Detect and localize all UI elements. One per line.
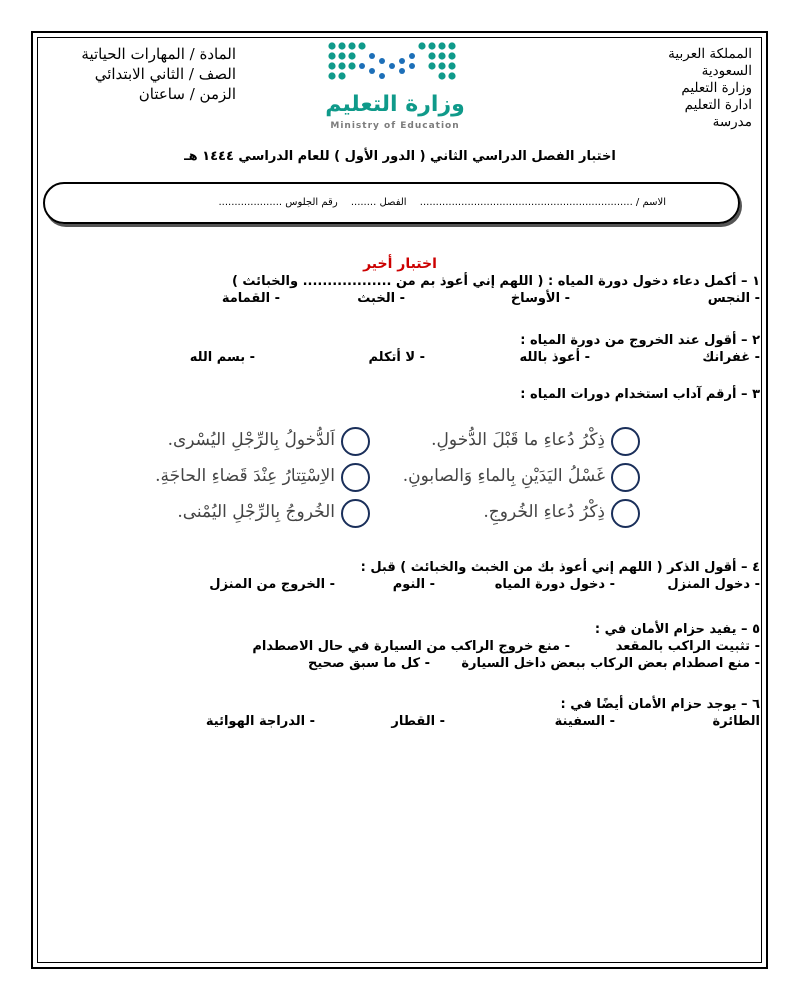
question-5: ٥ – يفيد حزام الأمان في : [594,622,760,637]
header-right-block [668,46,752,131]
final-exam-subtitle: اختبار أخير [363,256,437,272]
header-grade: الصف / الثاني الابتدائي [94,65,236,83]
header-ministry: وزارة التعليم [681,80,752,96]
q1-option-3[interactable]: - الخبث [357,291,405,306]
q4-option-2[interactable]: - دخول دورة المياه [494,577,615,592]
q6-option-2[interactable]: - السفينة [554,714,615,729]
q1-option-2[interactable]: - الأوساخ [510,291,570,306]
logo-english-text: Ministry of Education [330,121,460,131]
q6-option-4[interactable]: - الدراجة الهوائية [205,714,315,729]
q3-order-circle-2[interactable] [341,427,370,456]
exam-title: اختبار الفصل الدراسي الثاني ( الدور الأول ) للعام الدراسي ١٤٤٤ هـ [184,149,616,164]
q2-option-1[interactable]: - غفرانك [702,350,760,365]
logo-arabic-text: وزارة التعليم [325,92,465,117]
q3-item-6: الخُروجُ بِالرِّجْلِ اليُمْنى. [177,502,335,522]
question-1: ١ – أكمل دعاء دخول دورة المياه : ( اللهم إني أعوذ بم من .................. والخبائث ) [231,274,760,289]
q4-option-4[interactable]: - الخروج من المنزل [209,577,335,592]
header-kingdom-line1: المملكة العربية [668,46,752,62]
header-administration: ادارة التعليم [684,97,752,113]
q3-order-circle-1[interactable] [611,427,640,456]
student-seat-field[interactable]: رقم الجلوس .................... [218,197,338,208]
q3-item-3: غَسْلُ اليَدَيْنِ بِالماءِ وَالصابونِ. [402,466,605,486]
q1-option-4[interactable]: - القمامة [221,291,280,306]
question-6: ٦ – يوجد حزام الأمان أيضًا في : [560,697,760,712]
student-class-field[interactable]: الفصل ........ [350,197,407,208]
question-3: ٣ – أرقم آداب استخدام دورات المياه : [520,387,760,402]
header-left-block [56,44,236,104]
q5-option-2[interactable]: - منع خروج الراكب من السيارة في حال الاصطدام [252,639,570,654]
q4-option-3[interactable]: - النوم [392,577,435,592]
q1-option-1[interactable]: - النجس [707,291,760,306]
q2-option-4[interactable]: - بسم الله [189,350,255,365]
q3-item-5: ذِكْرُ دُعاءِ الخُروجِ. [483,502,605,522]
q6-option-3[interactable]: - القطار [391,714,445,729]
q3-item-1: ذِكْرُ دُعاءِ ما قَبْلَ الدُّخولِ. [431,430,605,450]
student-info-line [208,197,666,208]
q3-order-circle-4[interactable] [341,463,370,492]
student-info-box [43,182,740,224]
q3-order-circle-5[interactable] [611,499,640,528]
q5-option-1[interactable]: - تثبيت الراكب بالمقعد [615,639,760,654]
student-name-field[interactable]: الاسم / ................................................................... [419,197,666,208]
header-kingdom-line2: السعودية [701,63,752,79]
question-2: ٢ – أقول عند الخروج من دورة المياه : [520,333,760,348]
q3-item-2: اَلدُّخولُ بِالرِّجْلِ اليُسْرى. [167,430,335,450]
q2-option-3[interactable]: - لا أتكلم [368,350,425,365]
q3-item-4: الاِسْتِتارُ عِنْدَ قَضاءِ الحاجَةِ. [155,466,335,486]
question-4: ٤ – أقول الذكر ( اللهم إني أعوذ بك من الخبث والخبائث ) قبل : [360,560,760,575]
q3-order-circle-6[interactable] [341,499,370,528]
q4-option-1[interactable]: - دخول المنزل [667,577,760,592]
header-time: الزمن / ساعتان [138,85,236,103]
header-school: مدرسة [712,114,752,130]
header-subject: المادة / المهارات الحياتية [81,45,236,63]
q5-option-4[interactable]: - كل ما سبق صحيح [307,656,430,671]
q2-option-2[interactable]: - أعوذ بالله [519,350,590,365]
q3-order-circle-3[interactable] [611,463,640,492]
q6-option-1[interactable]: الطائرة [712,714,760,729]
page-frame-inner [37,37,762,963]
q5-option-3[interactable]: - منع اصطدام بعض الركاب ببعض داخل السيارة [461,656,760,671]
